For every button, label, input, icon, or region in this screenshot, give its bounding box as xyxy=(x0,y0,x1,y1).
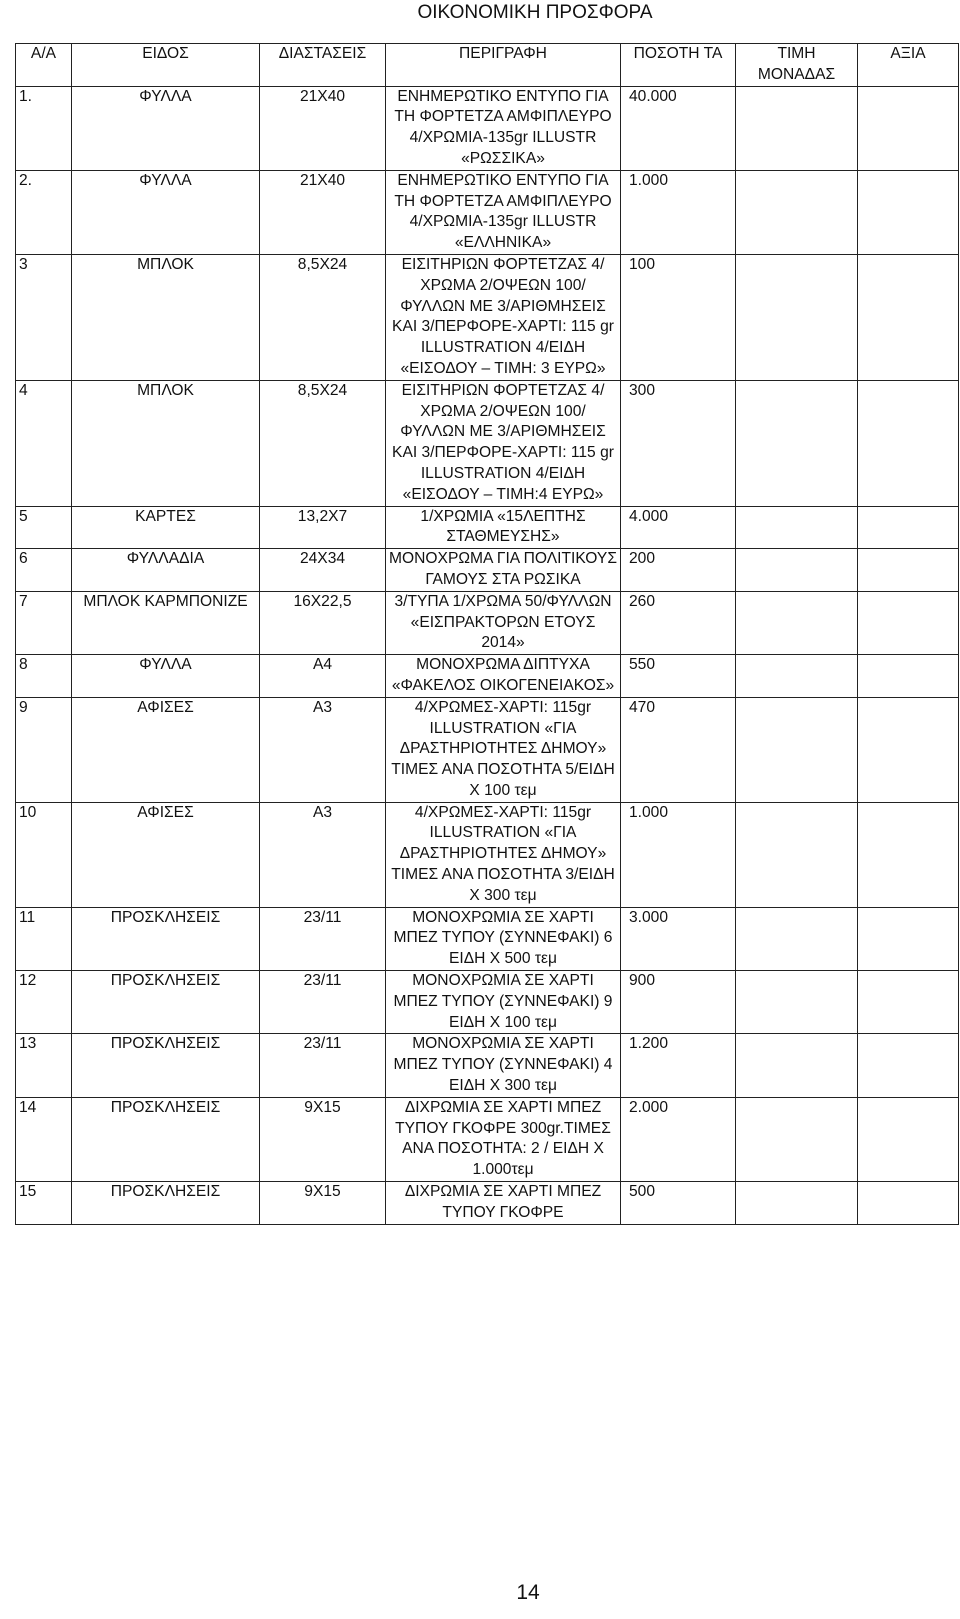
cell-quantity: 40.000 xyxy=(621,86,736,170)
cell-dimensions: 23/11 xyxy=(260,971,386,1034)
table-header-row xyxy=(16,44,959,87)
cell-value xyxy=(858,697,959,802)
table-row xyxy=(16,907,959,970)
cell-description: ΔΙΧΡΩΜΙΑ ΣΕ ΧΑΡΤΙ ΜΠΕΖ ΤΥΠΟΥ ΓΚΟΦΡΕ xyxy=(386,1182,621,1225)
cell-aa: 3 xyxy=(16,254,72,380)
cell-description: ΕΙΣΙΤΗΡΙΩΝ ΦΟΡΤΕΤΖΑΣ 4/ΧΡΩΜΑ 2/ΟΨΕΩΝ 100/ΦΥΛΛΩΝ ΜΕ 3/ΑΡΙΘΜΗΣΕΙΣ ΚΑΙ 3/ΠΕΡΦΟΡΕ-ΧΑΡΤΙ: 115 gr ILLUSTRATION 4/ΕΙΔΗ «ΕΙΣΟΔΟΥ – ΤΙΜΗ: 3 ΕΥΡΩ» xyxy=(386,254,621,380)
cell-type: ΠΡΟΣΚΛΗΣΕΙΣ xyxy=(72,1034,260,1097)
cell-description: ΜΟΝΟΧΡΩΜΙΑ ΣΕ ΧΑΡΤΙ ΜΠΕΖ ΤΥΠΟΥ (ΣΥΝΝΕΦΑΚΙ) 6 ΕΙΔΗ Χ 500 τεμ xyxy=(386,907,621,970)
cell-unit-price xyxy=(736,655,858,698)
table-row xyxy=(16,591,959,654)
cell-quantity: 1.200 xyxy=(621,1034,736,1097)
cell-dimensions: Α4 xyxy=(260,655,386,698)
cell-dimensions: 16Χ22,5 xyxy=(260,591,386,654)
cell-type: ΜΠΛΟΚ xyxy=(72,380,260,506)
cell-description: 4/ΧΡΩΜΕΣ-ΧΑΡΤΙ: 115gr ILLUSTRATION «ΓΙΑ ΔΡΑΣΤΗΡΙΟΤΗΤΕΣ ΔΗΜΟΥ» ΤΙΜΕΣ ΑΝΑ ΠΟΣΟΤΗΤΑ 3/ΕΙΔΗ Χ 300 τεμ xyxy=(386,802,621,907)
cell-quantity: 300 xyxy=(621,380,736,506)
table-row xyxy=(16,802,959,907)
cell-quantity: 900 xyxy=(621,971,736,1034)
cell-value xyxy=(858,1034,959,1097)
cell-unit-price xyxy=(736,549,858,592)
cell-type: ΦΥΛΛΑ xyxy=(72,86,260,170)
cell-dimensions: 8,5Χ24 xyxy=(260,380,386,506)
table-row xyxy=(16,254,959,380)
cell-value xyxy=(858,506,959,549)
cell-quantity: 1.000 xyxy=(621,170,736,254)
cell-value xyxy=(858,802,959,907)
table-row xyxy=(16,549,959,592)
table-row xyxy=(16,1097,959,1181)
cell-unit-price xyxy=(736,971,858,1034)
table-row xyxy=(16,655,959,698)
cell-dimensions: 21Χ40 xyxy=(260,86,386,170)
cell-dimensions: 9Χ15 xyxy=(260,1182,386,1225)
cell-description: ΜΟΝΟΧΡΩΜΑ ΔΙΠΤΥΧΑ «ΦΑΚΕΛΟΣ ΟΙΚΟΓΕΝΕΙΑΚΟΣ» xyxy=(386,655,621,698)
cell-unit-price xyxy=(736,380,858,506)
cell-value xyxy=(858,254,959,380)
cell-description: 1/ΧΡΩΜΙΑ «15ΛΕΠΤΗΣ ΣΤΑΘΜΕΥΣΗΣ» xyxy=(386,506,621,549)
cell-aa: 8 xyxy=(16,655,72,698)
cell-type: ΦΥΛΛΑΔΙΑ xyxy=(72,549,260,592)
cell-value xyxy=(858,170,959,254)
cell-dimensions: 24Χ34 xyxy=(260,549,386,592)
cell-dimensions: 23/11 xyxy=(260,1034,386,1097)
cell-quantity: 260 xyxy=(621,591,736,654)
cell-quantity: 100 xyxy=(621,254,736,380)
header-value: ΑΞΙΑ xyxy=(858,44,959,87)
header-description: ΠΕΡΙΓΡΑΦΗ xyxy=(386,44,621,87)
cell-dimensions: 13,2Χ7 xyxy=(260,506,386,549)
cell-quantity: 2.000 xyxy=(621,1097,736,1181)
cell-value xyxy=(858,655,959,698)
cell-aa: 1. xyxy=(16,86,72,170)
cell-type: ΑΦΙΣΕΣ xyxy=(72,802,260,907)
cell-aa: 12 xyxy=(16,971,72,1034)
cell-aa: 15 xyxy=(16,1182,72,1225)
cell-type: ΦΥΛΛΑ xyxy=(72,655,260,698)
cell-unit-price xyxy=(736,86,858,170)
table-row xyxy=(16,1182,959,1225)
cell-unit-price xyxy=(736,506,858,549)
cell-quantity: 3.000 xyxy=(621,907,736,970)
cell-aa: 2. xyxy=(16,170,72,254)
cell-description: ΕΝΗΜΕΡΩΤΙΚΟ ΕΝΤΥΠΟ ΓΙΑ ΤΗ ΦΟΡΤΕΤΖΑ ΑΜΦΙΠΛΕΥΡΟ 4/ΧΡΩΜΙΑ-135gr ILLUSTR «ΡΩΣΣΙΚΑ» xyxy=(386,86,621,170)
table-row xyxy=(16,506,959,549)
cell-aa: 10 xyxy=(16,802,72,907)
cell-unit-price xyxy=(736,1097,858,1181)
header-type: ΕΙΔΟΣ xyxy=(72,44,260,87)
cell-dimensions: Α3 xyxy=(260,697,386,802)
cell-quantity: 4.000 xyxy=(621,506,736,549)
cell-dimensions: 21Χ40 xyxy=(260,170,386,254)
offer-table xyxy=(15,43,959,1225)
cell-unit-price xyxy=(736,802,858,907)
cell-quantity: 1.000 xyxy=(621,802,736,907)
cell-description: ΜΟΝΟΧΡΩΜΙΑ ΣΕ ΧΑΡΤΙ ΜΠΕΖ ΤΥΠΟΥ (ΣΥΝΝΕΦΑΚΙ) 4 ΕΙΔΗ Χ 300 τεμ xyxy=(386,1034,621,1097)
cell-aa: 9 xyxy=(16,697,72,802)
cell-type: ΜΠΛΟΚ xyxy=(72,254,260,380)
table-row xyxy=(16,1034,959,1097)
cell-type: ΚΑΡΤΕΣ xyxy=(72,506,260,549)
cell-type: ΑΦΙΣΕΣ xyxy=(72,697,260,802)
cell-unit-price xyxy=(736,254,858,380)
cell-unit-price xyxy=(736,1182,858,1225)
cell-quantity: 200 xyxy=(621,549,736,592)
cell-value xyxy=(858,971,959,1034)
document-title: ΟΙΚΟΝΟΜΙΚΗ ΠΡΟΣΦΟΡΑ xyxy=(417,2,653,23)
table-row xyxy=(16,971,959,1034)
cell-value xyxy=(858,549,959,592)
cell-quantity: 500 xyxy=(621,1182,736,1225)
cell-aa: 13 xyxy=(16,1034,72,1097)
cell-value xyxy=(858,380,959,506)
table-row xyxy=(16,697,959,802)
cell-description: 4/ΧΡΩΜΕΣ-ΧΑΡΤΙ: 115gr ILLUSTRATION «ΓΙΑ ΔΡΑΣΤΗΡΙΟΤΗΤΕΣ ΔΗΜΟΥ» ΤΙΜΕΣ ΑΝΑ ΠΟΣΟΤΗΤΑ 5/ΕΙΔΗ Χ 100 τεμ xyxy=(386,697,621,802)
header-aa: Α/Α xyxy=(16,44,72,87)
cell-description: ΔΙΧΡΩΜΙΑ ΣΕ ΧΑΡΤΙ ΜΠΕΖ ΤΥΠΟΥ ΓΚΟΦΡΕ 300gr.ΤΙΜΕΣ ΑΝΑ ΠΟΣΟΤΗΤΑ: 2 / ΕΙΔΗ Χ 1.000τεμ xyxy=(386,1097,621,1181)
cell-quantity: 550 xyxy=(621,655,736,698)
table-row xyxy=(16,380,959,506)
cell-unit-price xyxy=(736,697,858,802)
table-row xyxy=(16,86,959,170)
cell-aa: 7 xyxy=(16,591,72,654)
cell-unit-price xyxy=(736,1034,858,1097)
cell-value xyxy=(858,907,959,970)
cell-dimensions: 9Χ15 xyxy=(260,1097,386,1181)
cell-aa: 6 xyxy=(16,549,72,592)
cell-value xyxy=(858,1097,959,1181)
cell-value xyxy=(858,591,959,654)
cell-description: ΜΟΝΟΧΡΩΜΑ ΓΙΑ ΠΟΛΙΤΙΚΟΥΣ ΓΑΜΟΥΣ ΣΤΑ ΡΩΣΙΚΑ xyxy=(386,549,621,592)
cell-type: ΠΡΟΣΚΛΗΣΕΙΣ xyxy=(72,971,260,1034)
cell-unit-price xyxy=(736,907,858,970)
cell-aa: 14 xyxy=(16,1097,72,1181)
cell-description: ΜΟΝΟΧΡΩΜΙΑ ΣΕ ΧΑΡΤΙ ΜΠΕΖ ΤΥΠΟΥ (ΣΥΝΝΕΦΑΚΙ) 9 ΕΙΔΗ Χ 100 τεμ xyxy=(386,971,621,1034)
cell-type: ΠΡΟΣΚΛΗΣΕΙΣ xyxy=(72,907,260,970)
cell-description: ΕΙΣΙΤΗΡΙΩΝ ΦΟΡΤΕΤΖΑΣ 4/ΧΡΩΜΑ 2/ΟΨΕΩΝ 100/ΦΥΛΛΩΝ ΜΕ 3/ΑΡΙΘΜΗΣΕΙΣ ΚΑΙ 3/ΠΕΡΦΟΡΕ-ΧΑΡΤΙ: 115 gr ILLUSTRATION 4/ΕΙΔΗ «ΕΙΣΟΔΟΥ – ΤΙΜΗ:4 ΕΥΡΩ» xyxy=(386,380,621,506)
cell-type: ΠΡΟΣΚΛΗΣΕΙΣ xyxy=(72,1182,260,1225)
cell-type: ΦΥΛΛΑ xyxy=(72,170,260,254)
cell-type: ΠΡΟΣΚΛΗΣΕΙΣ xyxy=(72,1097,260,1181)
cell-aa: 5 xyxy=(16,506,72,549)
cell-value xyxy=(858,1182,959,1225)
cell-description: ΕΝΗΜΕΡΩΤΙΚΟ ΕΝΤΥΠΟ ΓΙΑ ΤΗ ΦΟΡΤΕΤΖΑ ΑΜΦΙΠΛΕΥΡΟ 4/ΧΡΩΜΙΑ-135gr ILLUSTR «ΕΛΛΗΝΙΚΑ» xyxy=(386,170,621,254)
cell-value xyxy=(858,86,959,170)
cell-description: 3/ΤΥΠΑ 1/ΧΡΩΜΑ 50/ΦΥΛΛΩΝ «ΕΙΣΠΡΑΚΤΟΡΩΝ ΕΤΟΥΣ 2014» xyxy=(386,591,621,654)
cell-dimensions: Α3 xyxy=(260,802,386,907)
cell-aa: 11 xyxy=(16,907,72,970)
cell-dimensions: 23/11 xyxy=(260,907,386,970)
cell-type: ΜΠΛΟΚ ΚΑΡΜΠΟΝΙΖΕ xyxy=(72,591,260,654)
cell-unit-price xyxy=(736,591,858,654)
header-unit-price: ΤΙΜΗ ΜΟΝΑΔΑΣ xyxy=(736,44,858,87)
cell-quantity: 470 xyxy=(621,697,736,802)
header-quantity: ΠΟΣΟΤΗ ΤΑ xyxy=(621,44,736,87)
cell-dimensions: 8,5Χ24 xyxy=(260,254,386,380)
header-dimensions: ΔΙΑΣΤΑΣΕΙΣ xyxy=(260,44,386,87)
table-row xyxy=(16,170,959,254)
cell-aa: 4 xyxy=(16,380,72,506)
page-number: 14 xyxy=(516,1581,540,1604)
cell-unit-price xyxy=(736,170,858,254)
